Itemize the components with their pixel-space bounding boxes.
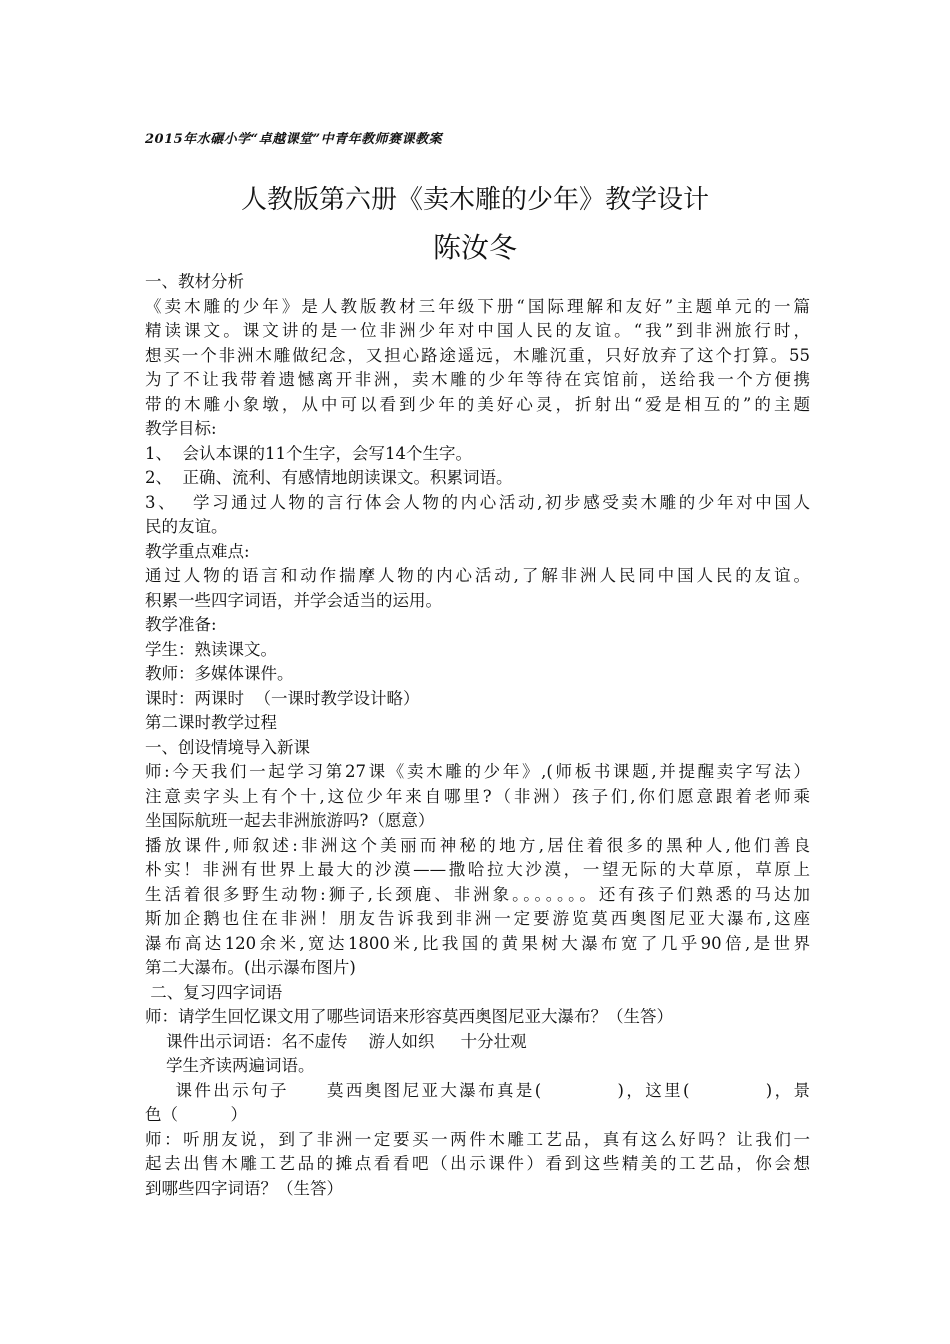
list-item: 3、 学习通过人物的言行体会人物的内心活动,初步感受卖木雕的少年对中国人 — [145, 492, 810, 512]
paragraph-line: 教师：多媒体课件。 — [145, 664, 294, 683]
section-heading: 一、教材分析 — [145, 272, 244, 291]
paragraph-line: 想买一个非洲木雕做纪念，又担心路途遥远，木雕沉重，只好放弃了这个打算。55 — [145, 345, 810, 365]
paragraph-line: 到哪些四字词语？（生答） — [145, 1178, 343, 1198]
list-item: 1、 会认本课的11个生字，会写14个生字。 — [145, 443, 472, 463]
paragraph-line: 色（ ） — [145, 1105, 247, 1124]
paragraph-line: 起去出售木雕工艺品的摊点看看吧（出示课件）看到这些精美的工艺品，你会想 — [145, 1154, 810, 1173]
section-heading: 第二课时教学过程 — [145, 713, 277, 732]
section-heading: 二、复习四字词语 — [145, 982, 283, 1002]
header-note: 2015年水碾小学“卓越课堂”中青年教师赛课教案 — [145, 132, 443, 147]
paragraph-line: 生活着很多野生动物:狮子,长颈鹿、非洲象。。。。。。。还有孩子们熟悉的马达加 — [145, 884, 810, 904]
paragraph-line: 通过人物的语言和动作揣摩人物的内心活动,了解非洲人民同中国人民的友谊。 — [145, 566, 810, 585]
paragraph-line: 师:今天我们一起学习第27课《卖木雕的少年》,(师板书课题,并提醒卖字写法） — [145, 762, 810, 781]
document-title: 人教版第六册《卖木雕的少年》教学设计 — [240, 185, 709, 215]
paragraph-line: 课时：两课时 （一课时教学设计略） — [145, 688, 420, 708]
paragraph-line: 《卖木雕的少年》是人教版教材三年级下册“国际理解和友好”主题单元的一篇 — [145, 296, 810, 316]
list-item: 2、 正确、流利、有感情地朗读课文。积累词语。 — [145, 468, 513, 487]
paragraph-line: 课件出示句子 莫西奥图尼亚大瀑布真是( )，这里( )，景 — [145, 1080, 810, 1100]
paragraph-line: 注意卖字头上有个十,这位少年来自哪里?（非洲）孩子们,你们愿意跟着老师乘 — [145, 786, 810, 806]
author-name: 陈汝冬 — [432, 231, 517, 264]
paragraph-line: 朴实！非洲有世界上最大的沙漠——撒哈拉大沙漠，一望无际的大草原，草原上 — [145, 860, 810, 879]
paragraph-line: 第二大瀑布。(出示瀑布图片) — [145, 958, 356, 977]
paragraph-line: 为了不让我带着遗憾离开非洲，卖木雕的少年等待在宾馆前，送给我一个方便携 — [145, 370, 810, 389]
section-heading: 一、创设情境导入新课 — [145, 737, 310, 757]
paragraph-line: 播放课件,师叙述:非洲这个美丽而神秘的地方,居住着很多的黑种人,他们善良 — [145, 835, 810, 855]
paragraph-line: 带的木雕小象墩，从中可以看到少年的美好心灵，折射出“爱是相互的”的主题 — [145, 394, 810, 414]
paragraph-line: 精读课文。课文讲的是一位非洲少年对中国人民的友谊。“我”到非洲旅行时， — [145, 321, 810, 340]
paragraph-line: 斯加企鹅也住在非洲！朋友告诉我到非洲一定要游览莫西奥图尼亚大瀑布,这座 — [145, 909, 810, 928]
body-text — [145, 270, 810, 1201]
section-heading: 教学准备: — [145, 615, 217, 634]
paragraph-line: 学生：熟读课文。 — [145, 639, 277, 659]
paragraph-line: 师：听朋友说，到了非洲一定要买一两件木雕工艺品，真有这么好吗？让我们一 — [145, 1129, 810, 1149]
paragraph-line: 坐国际航班一起去非洲旅游吗?（愿意） — [145, 811, 435, 830]
paragraph-line: 师：请学生回忆课文用了哪些词语来形容莫西奥图尼亚大瀑布？（生答） — [145, 1007, 673, 1026]
section-heading: 教学重点难点: — [145, 541, 250, 561]
section-heading: 教学目标: — [145, 419, 217, 438]
list-item-continuation: 民的友谊。 — [145, 517, 228, 536]
paragraph-line: 课件出示词语：名不虚传 游人如织 十分壮观 — [145, 1031, 527, 1051]
paragraph-line: 学生齐读两遍词语。 — [145, 1056, 315, 1075]
paragraph-line: 瀑布高达120余米,宽达1800米,比我国的黄果树大瀑布宽了几乎90倍,是世界 — [145, 933, 810, 953]
paragraph-line: 积累一些四字词语，并学会适当的运用。 — [145, 590, 442, 610]
